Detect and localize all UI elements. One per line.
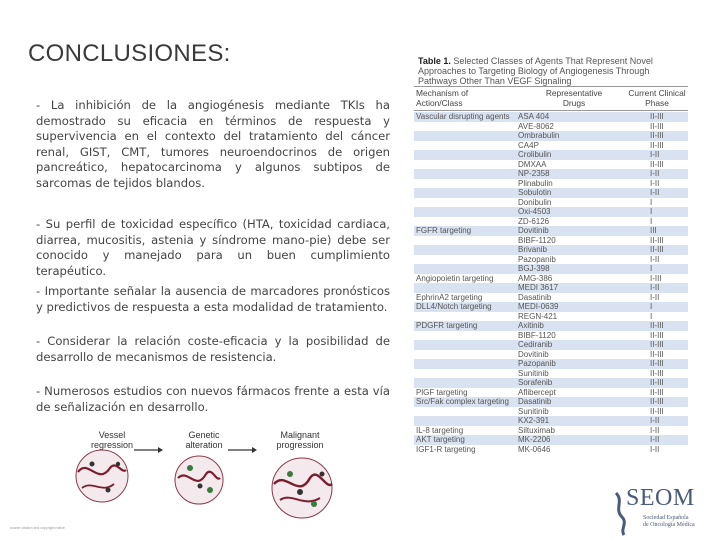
table-cell-phase: I-II bbox=[650, 150, 660, 159]
table-caption-label: Table 1. bbox=[418, 56, 451, 66]
table-row bbox=[414, 426, 688, 436]
table-cell-drug: Plinabulin bbox=[518, 178, 553, 188]
table-cell-drug: Ombrabulin bbox=[518, 131, 560, 140]
table-top-rule bbox=[414, 86, 688, 87]
table-row bbox=[414, 255, 688, 265]
table-cell-drug: Axitinib bbox=[518, 321, 544, 330]
seom-logo-text: SEOM bbox=[626, 485, 695, 511]
table-row bbox=[414, 179, 688, 189]
table-cell-drug: Brivanib bbox=[518, 245, 547, 254]
table-cell-drug: Sorafenib bbox=[518, 378, 553, 387]
table-cell-drug: MK-2206 bbox=[518, 435, 551, 444]
table-cell-phase: I-II bbox=[650, 254, 660, 264]
table-cell-mechanism: DLL4/Notch targeting bbox=[416, 302, 492, 311]
table-cell-mechanism: Vascular disrupting agents bbox=[416, 112, 510, 121]
table-row bbox=[414, 293, 688, 303]
table-cell-drug: Siltuximab bbox=[518, 425, 555, 435]
seom-logo-subtitle-1: Sociedad Española bbox=[643, 515, 689, 521]
table-cell-phase: II-III bbox=[650, 340, 664, 349]
table-cell-phase: II-III bbox=[650, 330, 664, 340]
table-cell-mechanism: PDGFR targeting bbox=[416, 321, 478, 330]
table-cell-drug: AMG-386 bbox=[518, 273, 553, 283]
conclusion-paragraph-2: - Su perfil de toxicidad específico (HTA, toxicidad cardiaca, diarrea, mucositis, astenia y síndrome mano-pie) debe ser conocido y manejado para un buen cumplimiento terapéutico. bbox=[36, 217, 390, 278]
table-cell-phase: I bbox=[650, 264, 653, 273]
table-cell-drug: BIBF-1120 bbox=[518, 235, 556, 245]
table-row bbox=[414, 207, 688, 217]
table-cell-drug: BIBF-1120 bbox=[518, 330, 556, 340]
table-cell-drug: Dasatinib bbox=[518, 397, 552, 406]
table-row bbox=[414, 160, 688, 170]
figure-credit: source citation and copyright notice bbox=[10, 526, 65, 530]
table-cell-phase: II-III bbox=[650, 235, 664, 245]
conclusion-paragraph-1: - La inhibición de la angiogénesis mediante TKIs ha demostrado su eficacia en términos de respuesta y supervivencia en el contexto del tratamiento del cáncer renal, GIST, CMT, tumores neuroendocrinos de origen pancreático, hepatocarcinoma y algunos subtipos de sarcomas de tejidos blandos. bbox=[36, 98, 390, 190]
table-row bbox=[414, 236, 688, 246]
table-cell-drug: BGJ-398 bbox=[518, 264, 550, 273]
table-cell-drug: Sunitinib bbox=[518, 406, 549, 416]
table-caption-text: Selected Classes of Agents That Represent Novel Approaches to Targeting Biology of Angiogenesis Through Pathways Other Than VEGF Signaling bbox=[418, 56, 653, 86]
table-cell-phase: I bbox=[650, 207, 653, 216]
table-row bbox=[414, 445, 688, 455]
table-cell-drug: Donibulin bbox=[518, 197, 552, 207]
table-cell-drug: Pazopanib bbox=[518, 254, 556, 264]
table-row bbox=[414, 340, 688, 350]
seom-logo bbox=[610, 485, 710, 535]
table-cell-phase: II-III bbox=[650, 121, 664, 131]
table-row bbox=[414, 331, 688, 341]
table-cell-drug: REGN-421 bbox=[518, 311, 558, 321]
table-row bbox=[414, 217, 688, 227]
table-cell-drug: Dovitinib bbox=[518, 226, 549, 235]
table-row bbox=[414, 198, 688, 208]
figure-label-vessel-regression: Vessel regression bbox=[90, 430, 134, 450]
table-row bbox=[414, 131, 688, 141]
table-cell-drug: Dasatinib bbox=[518, 292, 552, 302]
table-cell-phase: II-III bbox=[650, 378, 664, 387]
table-cell-drug: MEDI-0639 bbox=[518, 302, 559, 311]
table-row bbox=[414, 369, 688, 379]
table-cell-phase: I bbox=[650, 302, 653, 311]
table-cell-drug: CA4P bbox=[518, 140, 539, 150]
table-row bbox=[414, 274, 688, 284]
table-cell-mechanism: Src/Fak complex targeting bbox=[416, 397, 509, 406]
table-cell-phase: I-II bbox=[650, 292, 660, 302]
table-cell-phase: II-III bbox=[650, 368, 664, 378]
table-cell-phase: II-III bbox=[650, 140, 664, 150]
table-row bbox=[414, 388, 688, 398]
table-cell-phase: I-II bbox=[650, 178, 660, 188]
conclusion-paragraph-5: - Numerosos estudios con nuevos fármacos frente a esta vía de señalización en desarrollo. bbox=[36, 384, 390, 414]
table-cell-drug: ZD-6126 bbox=[518, 216, 550, 226]
table-cell-phase: II-III bbox=[650, 131, 664, 140]
malignant-progression-illustration bbox=[272, 458, 332, 518]
table-row bbox=[414, 416, 688, 426]
table-cell-phase: I bbox=[650, 216, 653, 226]
table-cell-phase: I bbox=[650, 311, 653, 321]
seom-logo-subtitle-2: de Oncología Médica bbox=[643, 522, 695, 528]
table-cell-drug: AVE-8062 bbox=[518, 121, 554, 131]
table-row bbox=[414, 397, 688, 407]
slide-title: CONCLUSIONES: bbox=[28, 40, 231, 67]
table-caption bbox=[418, 56, 690, 86]
figure-label-genetic-alteration: Genetic alteration bbox=[185, 430, 223, 450]
table-cell-drug: ASA 404 bbox=[518, 112, 550, 121]
table-row bbox=[414, 378, 688, 388]
genetic-alteration-illustration bbox=[175, 456, 223, 504]
table-cell-phase: II-III bbox=[650, 397, 664, 406]
table-cell-mechanism: FGFR targeting bbox=[416, 226, 472, 235]
table-body bbox=[414, 112, 688, 454]
table-row bbox=[414, 264, 688, 274]
table-cell-drug: Crolibulin bbox=[518, 150, 552, 159]
table-cell-phase: I-II bbox=[650, 416, 660, 425]
conclusion-paragraph-4: - Considerar la relación coste-eficacia y la posibilidad de desarrollo de mecanismos de resistencia. bbox=[36, 334, 390, 364]
table-cell-phase: II-III bbox=[650, 349, 664, 359]
table-row bbox=[414, 169, 688, 179]
table-cell-drug: Oxi-4503 bbox=[518, 207, 551, 216]
conclusion-paragraph-3: - Importante señalar la ausencia de marcadores pronósticos y predictivos de respuesta a esta modalidad de tratamiento. bbox=[36, 284, 390, 314]
table-cell-drug: MK-0646 bbox=[518, 444, 551, 454]
table-cell-phase: I bbox=[650, 197, 653, 207]
table-row bbox=[414, 350, 688, 360]
table-row bbox=[414, 359, 688, 369]
table-cell-drug: Pazopanib bbox=[518, 359, 556, 368]
table-cell-phase: I-II bbox=[650, 188, 660, 197]
table-cell-drug: Aflibercept bbox=[518, 387, 556, 397]
vessel-regression-illustration bbox=[76, 450, 128, 502]
table-cell-mechanism: Angiopoietin targeting bbox=[416, 273, 494, 283]
table-cell-phase: II-III bbox=[650, 159, 664, 169]
table-cell-phase: II-III bbox=[650, 321, 664, 330]
table-row bbox=[414, 407, 688, 417]
table-cell-mechanism: IGF1-R targeting bbox=[416, 444, 476, 454]
table-header-phase: Current Clinical Phase bbox=[628, 88, 686, 108]
table-row bbox=[414, 312, 688, 322]
table-cell-mechanism: AKT targeting bbox=[416, 435, 465, 444]
table-cell-drug: Cediranib bbox=[518, 340, 553, 349]
table-row bbox=[414, 283, 688, 293]
table-row bbox=[414, 112, 688, 122]
table-cell-phase: I-II bbox=[650, 169, 660, 178]
table-cell-drug: MEDI 3617 bbox=[518, 283, 559, 292]
table-cell-phase: I-II bbox=[650, 435, 660, 444]
table-header-rule bbox=[414, 110, 688, 111]
table-cell-phase: I-II bbox=[650, 283, 660, 292]
table-row bbox=[414, 321, 688, 331]
table-cell-drug: DMXAA bbox=[518, 159, 547, 169]
table-row bbox=[414, 188, 688, 198]
table-cell-phase: II-III bbox=[650, 359, 664, 368]
table-row bbox=[414, 245, 688, 255]
table-cell-drug: NP-2358 bbox=[518, 169, 550, 178]
table-cell-mechanism: IL-8 targeting bbox=[416, 425, 464, 435]
table-header-drugs: Representative Drugs bbox=[545, 88, 603, 108]
table-row bbox=[414, 122, 688, 132]
figure-label-malignant-progression: Malignant progression bbox=[276, 430, 324, 450]
table-cell-drug: Sunitinib bbox=[518, 368, 549, 378]
table-cell-phase: I-III bbox=[650, 273, 662, 283]
table-cell-drug: Dovitinib bbox=[518, 349, 549, 359]
table-cell-drug: KX2-391 bbox=[518, 416, 550, 425]
table-cell-phase: I-II bbox=[650, 444, 660, 454]
table-cell-phase: II-III bbox=[650, 245, 664, 254]
table-cell-phase: II-III bbox=[650, 406, 664, 416]
table-cell-drug: Sobulotin bbox=[518, 188, 552, 197]
table-cell-phase: II-III bbox=[650, 387, 664, 397]
table-row bbox=[414, 141, 688, 151]
table-row bbox=[414, 150, 688, 160]
table-row bbox=[414, 435, 688, 445]
table-cell-phase: III bbox=[650, 226, 657, 235]
table-cell-phase: I-II bbox=[650, 425, 660, 435]
table-cell-phase: II-III bbox=[650, 112, 664, 121]
table-cell-mechanism: EphrinA2 targeting bbox=[416, 292, 483, 302]
table-row bbox=[414, 226, 688, 236]
table-cell-mechanism: PlGF targeting bbox=[416, 387, 468, 397]
table-header bbox=[414, 88, 688, 110]
table-header-mechanism: Mechanism of Action/Class bbox=[416, 88, 469, 108]
table-row bbox=[414, 302, 688, 312]
